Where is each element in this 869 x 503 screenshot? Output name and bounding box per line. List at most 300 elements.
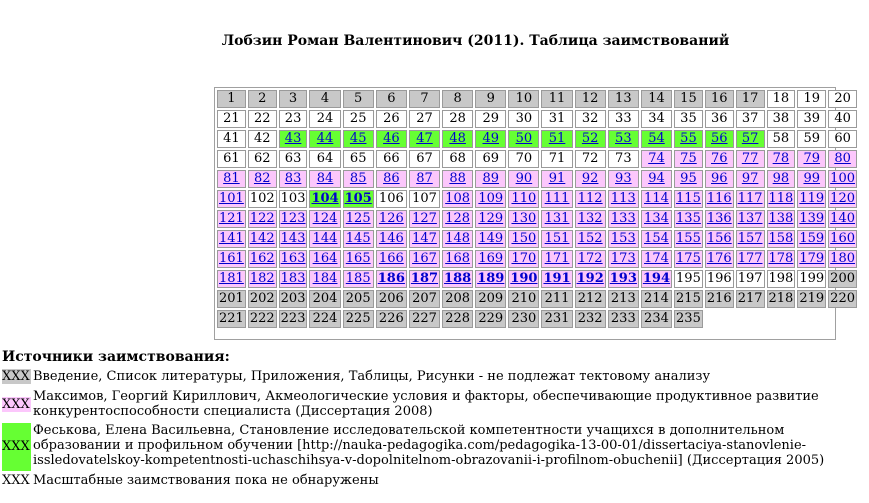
page-link[interactable]: 93 [615,171,632,186]
page-cell[interactable] [442,250,473,268]
page-cell[interactable] [575,170,606,188]
page-link[interactable]: 100 [830,171,855,186]
page-link[interactable]: 50 [515,131,533,146]
page-cell: 223 [280,311,306,326]
page-cell[interactable] [641,150,672,168]
page-cell[interactable] [343,230,374,248]
page-link[interactable]: 166 [378,251,404,266]
page-link[interactable]: 83 [284,171,302,186]
page-cell[interactable] [309,250,340,268]
page-link[interactable]: 96 [711,171,728,186]
page-cell[interactable] [705,250,734,268]
page-link[interactable]: 162 [249,251,275,266]
page-link[interactable]: 187 [410,271,439,286]
page-cell[interactable] [475,190,506,208]
page-link[interactable]: 115 [676,191,701,206]
page-cell[interactable] [797,150,826,168]
page-cell[interactable] [442,210,473,228]
page-link[interactable]: 139 [799,211,825,226]
page-cell: 211 [541,290,572,308]
page-cell[interactable] [828,210,857,228]
page-cell[interactable] [248,250,277,268]
page-cell[interactable] [508,270,539,288]
page-cell: 73 [608,150,639,168]
page-link[interactable]: 82 [253,171,271,186]
page-cell[interactable] [608,170,639,188]
page-cell[interactable] [608,130,639,148]
page-cell[interactable] [409,270,440,288]
page-cell[interactable] [541,210,572,228]
page-cell[interactable] [828,150,857,168]
page-link[interactable]: 44 [316,131,334,146]
page-cell[interactable] [279,270,308,288]
grid-row [217,230,857,248]
page-cell[interactable] [475,270,506,288]
page-cell[interactable] [575,230,606,248]
page-cell: 221 [219,311,244,326]
page-cell[interactable] [279,250,308,268]
page-cell[interactable] [641,130,672,148]
page-cell[interactable] [475,170,506,188]
page-link[interactable]: 113 [610,191,636,206]
page-cell[interactable] [541,230,572,248]
page-link[interactable]: 147 [412,231,437,246]
page-cell[interactable] [217,250,246,268]
page-cell[interactable] [279,210,308,228]
page-link[interactable]: 191 [543,271,571,286]
page-cell: 195 [676,271,701,286]
page-link[interactable]: 85 [349,171,367,186]
page-link[interactable]: 176 [706,251,732,266]
page-link[interactable]: 131 [544,211,570,226]
page-cell[interactable] [309,190,340,208]
page-cell[interactable] [217,210,246,228]
page-cell: 198 [768,271,794,286]
page-cell: 29 [475,110,506,128]
page-link[interactable]: 132 [577,211,603,226]
page-cell[interactable] [674,250,703,268]
page-cell[interactable] [705,130,734,148]
page-cell[interactable] [508,230,539,248]
page-link[interactable]: 154 [644,231,669,246]
page-cell: 35 [674,110,703,128]
page-link[interactable]: 47 [416,131,433,146]
page-link[interactable]: 160 [830,231,855,246]
page-cell[interactable] [736,150,765,168]
page-link[interactable]: 163 [280,251,306,266]
page-cell[interactable] [641,230,672,248]
page-link[interactable]: 153 [610,231,636,246]
page-link[interactable]: 53 [615,131,632,146]
page-cell[interactable] [575,130,606,148]
page-link[interactable]: 108 [445,191,471,206]
page-cell[interactable] [217,270,246,288]
page-cell[interactable] [575,250,606,268]
page-link[interactable]: 175 [676,251,701,266]
page-link[interactable]: 193 [609,271,637,286]
page-cell[interactable] [309,270,340,288]
page-cell[interactable] [767,230,796,248]
page-link[interactable]: 48 [449,131,466,146]
page-cell[interactable] [442,170,473,188]
grid-row [217,130,857,148]
page-cell[interactable] [575,210,606,228]
page-link[interactable]: 130 [511,211,537,226]
page-cell[interactable] [376,210,407,228]
page-link[interactable]: 127 [412,211,437,226]
page-cell[interactable] [767,250,796,268]
page-link[interactable]: 46 [383,131,400,146]
page-link[interactable]: 157 [737,231,763,246]
page-cell[interactable] [797,170,826,188]
page-cell: 69 [475,150,506,168]
page-link[interactable]: 143 [280,231,306,246]
page-title: Лобзин Роман Валентинович (2011). Таблица заимствований [221,33,730,49]
page-link[interactable]: 86 [383,171,400,186]
page-cell[interactable] [343,130,374,148]
page-cell[interactable] [217,190,246,208]
page-link[interactable]: 81 [223,171,240,186]
page-link[interactable]: 194 [642,271,671,286]
source-item-excluded [2,369,867,385]
page-cell[interactable] [475,210,506,228]
page-link[interactable]: 111 [544,191,570,206]
page-link[interactable]: 141 [219,231,244,246]
page-link[interactable]: 97 [741,171,759,186]
page-cell: 226 [376,310,407,328]
page-cell[interactable] [674,230,703,248]
page-cell[interactable] [217,170,246,188]
page-link[interactable]: 101 [219,191,244,206]
page-link[interactable]: 181 [219,271,244,286]
page-cell: 6 [376,90,407,108]
page-cell: 205 [343,290,374,308]
page-link[interactable]: 182 [249,271,275,286]
page-link[interactable]: 128 [445,211,471,226]
page-link[interactable]: 184 [312,271,338,286]
page-cell[interactable] [475,250,506,268]
page-link[interactable]: 105 [344,191,372,206]
page-cell[interactable] [705,150,734,168]
page-link[interactable]: 120 [830,191,855,206]
page-cell[interactable] [674,150,703,168]
page-cell[interactable] [279,130,308,148]
page-link[interactable]: 114 [644,191,669,206]
page-link[interactable]: 52 [581,131,599,146]
page-link[interactable]: 186 [377,271,405,286]
page-cell[interactable] [674,130,703,148]
page-cell[interactable] [409,230,440,248]
page-cell[interactable] [674,170,703,188]
page-link[interactable]: 98 [772,171,790,186]
page-link[interactable]: 77 [741,151,759,166]
page-link[interactable]: 165 [345,251,371,266]
page-cell: 219 [799,291,825,306]
page-cell: 232 [575,310,606,328]
page-cell[interactable] [343,250,374,268]
page-cell[interactable] [828,170,857,188]
page-link[interactable]: 156 [706,231,732,246]
page-cell[interactable] [343,270,374,288]
page-link[interactable]: 137 [737,211,763,226]
page-cell[interactable] [797,230,826,248]
page-cell: 20 [828,90,857,108]
page-cell[interactable] [641,270,672,288]
page-link[interactable]: 185 [345,271,371,286]
page-cell[interactable] [475,230,506,248]
page-link[interactable]: 75 [680,151,697,166]
page-cell: 37 [736,110,765,128]
page-link[interactable]: 180 [830,251,855,266]
page-cell[interactable] [343,170,374,188]
page-link[interactable]: 57 [741,131,759,146]
page-link[interactable]: 56 [711,131,728,146]
page-cell[interactable] [343,190,374,208]
page-cell[interactable] [376,250,407,268]
page-link[interactable]: 95 [680,171,697,186]
page-link[interactable]: 91 [548,171,566,186]
page-cell[interactable] [309,210,340,228]
page-cell[interactable] [575,190,606,208]
page-link[interactable]: 80 [834,151,851,166]
page-cell[interactable] [309,230,340,248]
page-cell[interactable] [541,170,572,188]
page-cell[interactable] [608,190,639,208]
page-link[interactable]: 125 [345,211,371,226]
page-link[interactable]: 178 [768,251,794,266]
page-link[interactable]: 90 [515,171,533,186]
page-cell[interactable] [797,250,826,268]
page-link[interactable]: 99 [803,171,821,186]
page-link[interactable]: 78 [772,151,790,166]
page-cell[interactable] [541,190,572,208]
page-cell[interactable] [797,190,826,208]
page-link[interactable]: 89 [482,171,500,186]
page-link[interactable]: 140 [830,211,855,226]
page-cell[interactable] [541,130,572,148]
page-link[interactable]: 112 [577,191,603,206]
page-link[interactable]: 118 [768,191,794,206]
page-cell[interactable] [409,210,440,228]
page-link[interactable]: 150 [511,231,537,246]
page-link[interactable]: 168 [445,251,471,266]
page-cell[interactable] [641,210,672,228]
grid-row [217,290,857,308]
page-link[interactable]: 123 [280,211,306,226]
page-link[interactable]: 45 [349,131,367,146]
page-cell[interactable] [736,250,765,268]
page-link[interactable]: 43 [284,131,302,146]
page-cell[interactable] [767,170,796,188]
page-link[interactable]: 134 [644,211,669,226]
page-cell[interactable] [442,230,473,248]
page-cell: 58 [767,130,796,148]
page-link[interactable]: 152 [577,231,603,246]
page-link[interactable]: 136 [706,211,732,226]
page-cell[interactable] [608,250,639,268]
page-cell[interactable] [442,270,473,288]
page-link[interactable]: 55 [680,131,697,146]
page-link[interactable]: 79 [803,151,821,166]
page-cell[interactable] [376,270,407,288]
page-link[interactable]: 49 [482,131,500,146]
page-link[interactable]: 84 [316,171,334,186]
page-link[interactable]: 119 [799,191,825,206]
page-cell[interactable] [508,250,539,268]
page-link[interactable]: 155 [676,231,701,246]
page-link[interactable]: 116 [706,191,732,206]
page-cell: 31 [541,110,572,128]
page-link[interactable]: 135 [676,211,701,226]
page-link[interactable]: 144 [312,231,338,246]
page-cell[interactable] [767,150,796,168]
page-cell[interactable] [736,230,765,248]
page-cell: 21 [217,110,246,128]
page-cell[interactable] [508,130,539,148]
page-link[interactable]: 173 [610,251,636,266]
page-cell[interactable] [575,270,606,288]
page-link[interactable]: 149 [478,231,504,246]
page-cell[interactable] [343,210,374,228]
page-cell[interactable] [475,130,506,148]
page-link[interactable]: 129 [478,211,504,226]
page-link[interactable]: 158 [768,231,794,246]
page-link[interactable]: 138 [768,211,794,226]
page-link[interactable]: 192 [576,271,604,286]
page-cell[interactable] [409,250,440,268]
page-link[interactable]: 76 [711,151,728,166]
page-link[interactable]: 179 [799,251,825,266]
page-link[interactable]: 133 [610,211,636,226]
page-cell[interactable] [736,170,765,188]
page-cell[interactable] [376,170,407,188]
page-cell: 33 [608,110,639,128]
page-cell[interactable] [705,170,734,188]
page-link[interactable]: 126 [378,211,404,226]
page-cell[interactable] [828,190,857,208]
page-cell[interactable] [541,250,572,268]
page-link[interactable]: 146 [378,231,404,246]
page-link[interactable]: 161 [219,251,244,266]
page-link[interactable]: 88 [449,171,466,186]
page-link[interactable]: 124 [312,211,338,226]
page-cell[interactable] [248,230,277,248]
page-cell: 208 [442,290,473,308]
page-cell[interactable] [736,130,765,148]
page-link[interactable]: 109 [478,191,504,206]
page-link[interactable]: 164 [312,251,338,266]
page-cell[interactable] [508,210,539,228]
page-cell[interactable] [767,210,796,228]
page-cell[interactable] [508,190,539,208]
page-cell[interactable] [608,230,639,248]
page-link[interactable]: 94 [648,171,665,186]
page-cell[interactable] [279,170,308,188]
page-link[interactable]: 121 [219,211,244,226]
page-link[interactable]: 110 [511,191,537,206]
page-cell[interactable] [674,190,703,208]
page-link[interactable]: 148 [445,231,471,246]
page-cell[interactable] [508,170,539,188]
page-cell: 64 [309,150,340,168]
page-cell: 213 [608,290,639,308]
page-link[interactable]: 145 [345,231,371,246]
page-link[interactable]: 189 [477,271,505,286]
page-link[interactable]: 188 [444,271,472,286]
page-link[interactable]: 159 [799,231,825,246]
page-link[interactable]: 174 [644,251,669,266]
page-cell[interactable] [248,210,277,228]
page-link[interactable]: 190 [510,271,538,286]
page-link[interactable]: 151 [544,231,570,246]
page-cell[interactable] [705,230,734,248]
page-cell[interactable] [767,190,796,208]
page-link[interactable]: 122 [249,211,275,226]
page-cell[interactable] [641,190,672,208]
page-cell[interactable] [248,270,277,288]
page-link[interactable]: 117 [737,191,763,206]
grid-row [217,270,857,288]
page-cell[interactable] [608,210,639,228]
page-cell[interactable] [797,210,826,228]
page-cell[interactable] [309,130,340,148]
page-cell[interactable] [376,230,407,248]
page-cell[interactable] [279,230,308,248]
page-link[interactable]: 74 [648,151,665,166]
page-link[interactable]: 172 [577,251,603,266]
page-cell[interactable] [641,250,672,268]
page-cell[interactable] [674,210,703,228]
page-cell[interactable] [641,170,672,188]
page-cell[interactable] [541,270,572,288]
page-cell[interactable] [376,130,407,148]
page-link[interactable]: 54 [648,131,665,146]
page-link[interactable]: 169 [478,251,504,266]
page-cell[interactable] [608,270,639,288]
page-link[interactable]: 142 [249,231,275,246]
page-cell: 11 [541,90,572,108]
page-cell: 225 [343,310,374,328]
page-link[interactable]: 104 [311,191,339,206]
page-link[interactable]: 177 [737,251,763,266]
page-cell: 204 [309,290,340,308]
page-cell: 227 [409,310,440,328]
page-cell[interactable] [409,130,440,148]
page-cell[interactable] [736,210,765,228]
page-cell[interactable] [828,230,857,248]
page-cell: 209 [475,290,506,308]
source-item-feskova [2,423,867,471]
page-cell[interactable] [309,170,340,188]
page-link[interactable]: 167 [412,251,437,266]
page-link[interactable]: 183 [280,271,306,286]
page-cell[interactable] [217,230,246,248]
page-cell[interactable] [409,170,440,188]
page-cell[interactable] [442,190,473,208]
page-link[interactable]: 171 [544,251,570,266]
page-cell[interactable] [705,190,734,208]
page-link[interactable]: 87 [416,171,433,186]
page-cell[interactable] [705,210,734,228]
page-link[interactable]: 170 [511,251,537,266]
page-cell: 233 [608,310,639,328]
page-link[interactable]: 51 [548,131,566,146]
page-cell[interactable] [442,130,473,148]
page-cell[interactable] [736,190,765,208]
page-link[interactable]: 92 [581,171,599,186]
page-cell[interactable] [828,250,857,268]
page-cell[interactable] [248,170,277,188]
